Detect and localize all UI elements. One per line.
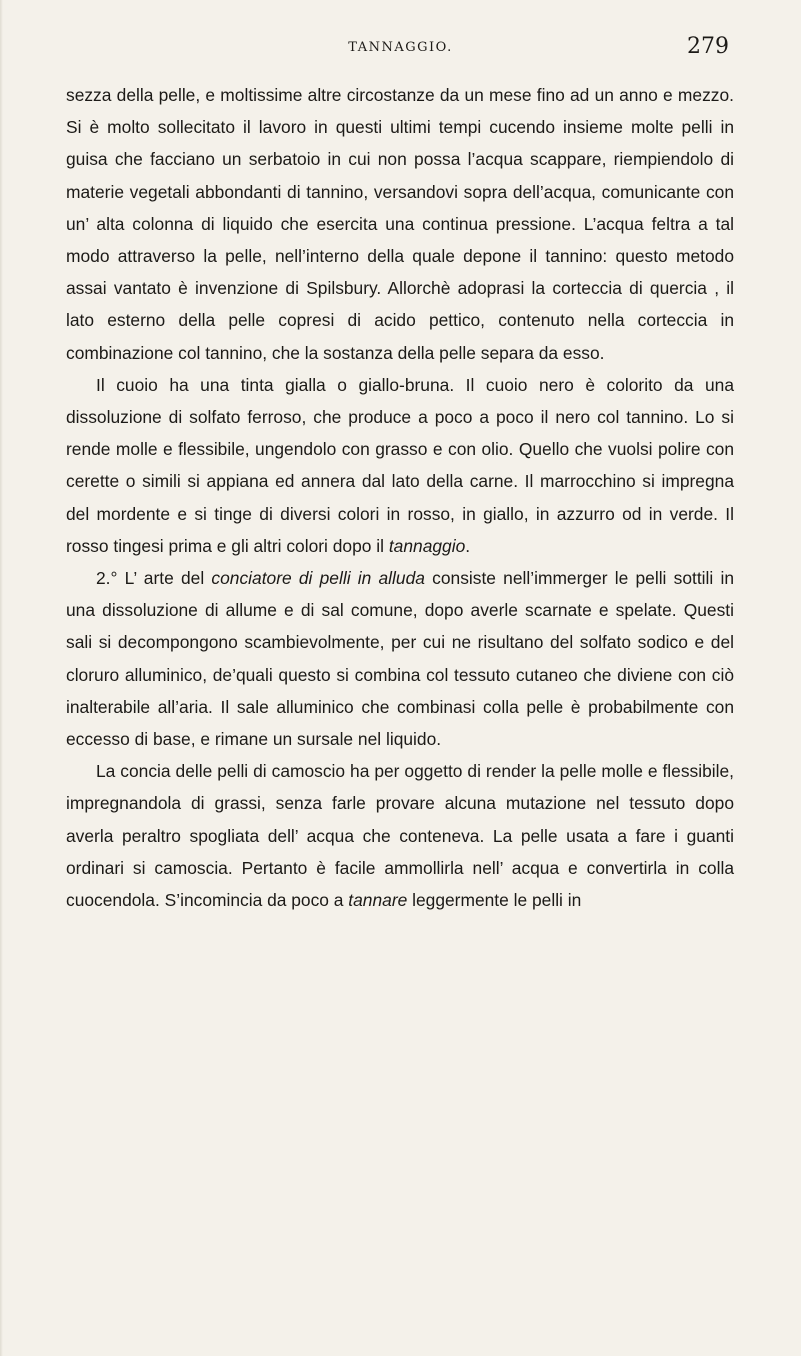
text-run: 2.° L’ arte del xyxy=(96,568,212,589)
paragraph xyxy=(66,562,734,755)
page-number: 279 xyxy=(687,34,729,59)
italic-term: tannaggio xyxy=(388,535,466,556)
italic-term: conciatore di pelli in alluda xyxy=(211,568,425,589)
text-run: consiste nell’immerger le pelli sottili in una dissoluzione di allume e di sal comune, dopo averle scarnate e spelate. Questi sali si decompongono scambievolmente, per cui ne risultano del solfato sodico e del cloruro alluminico, de’quali questo si combina col tessuto cutaneo che diviene con ciò inalterabile all’aria. Il sale alluminico che combinasi colla pelle è probabilmente con eccesso di base, e rimane un sursale nel liquido. xyxy=(66,568,735,750)
text-run: sezza della pelle, e moltissime altre circostanze da un mese fino ad un anno e mezzo. Si è molto sollecitato il lavoro in questi ultimi tempi cucendo insieme molte pelli in guisa che facciano un serbatoio in cui non possa l’acqua scappare, riempiendolo di materie vegetali abbondanti di tannino, versandovi sopra dell’acqua, comunicante con un’ alta colonna di liquido che esercita una continua pressione. L’acqua feltra a tal modo attraverso la pelle, nell’interno della quale depone il tannino: questo metodo assai vantato è invenzione di Spilsbury. Allorchè adoprasi la corteccia di quercia , il lato esterno della pelle copresi di acido pettico, contenuto nella corteccia in combinazione col tannino, che la sostanza della pelle separa da esso. xyxy=(66,85,734,363)
running-title: TANNAGGIO. xyxy=(348,40,453,55)
paragraph xyxy=(66,755,734,916)
paragraph xyxy=(66,79,734,369)
body-text xyxy=(66,79,734,916)
text-run: Il cuoio ha una tinta gialla o giallo-bruna. Il cuoio nero è colorito da una dissoluzione di solfato ferroso, che produce a poco a poco il nero col tannino. Lo si rende molle e flessibile, ungendolo con grasso e con olio. Quello che vuolsi polire con cerette o simili si appiana ed annera dal lato della carne. Il marrocchino si impregna del mordente e si tinge di diversi colori in rosso, in giallo, in azzurro od in verde. Il rosso tingesi prima e gli altri colori dopo il xyxy=(66,374,734,556)
text-run: . xyxy=(465,535,471,556)
running-head xyxy=(0,34,801,58)
italic-term: tannare xyxy=(348,890,408,911)
binding-edge xyxy=(0,0,3,1356)
paragraph xyxy=(66,369,734,562)
text-run: leggermente le pelli in xyxy=(407,890,582,911)
text-run: La concia delle pelli di camoscio ha per oggetto di render la pelle molle e flessibile, impregnandola di grassi, senza farle provare alcuna mutazione nel tessuto dopo averla peraltro spogliata dell’ acqua che conteneva. La pelle usata a fare i guanti ordinari si camoscia. Pertanto è facile ammollirla nell’ acqua e convertirla in colla cuocendola. S’incomincia da poco a xyxy=(66,761,734,911)
